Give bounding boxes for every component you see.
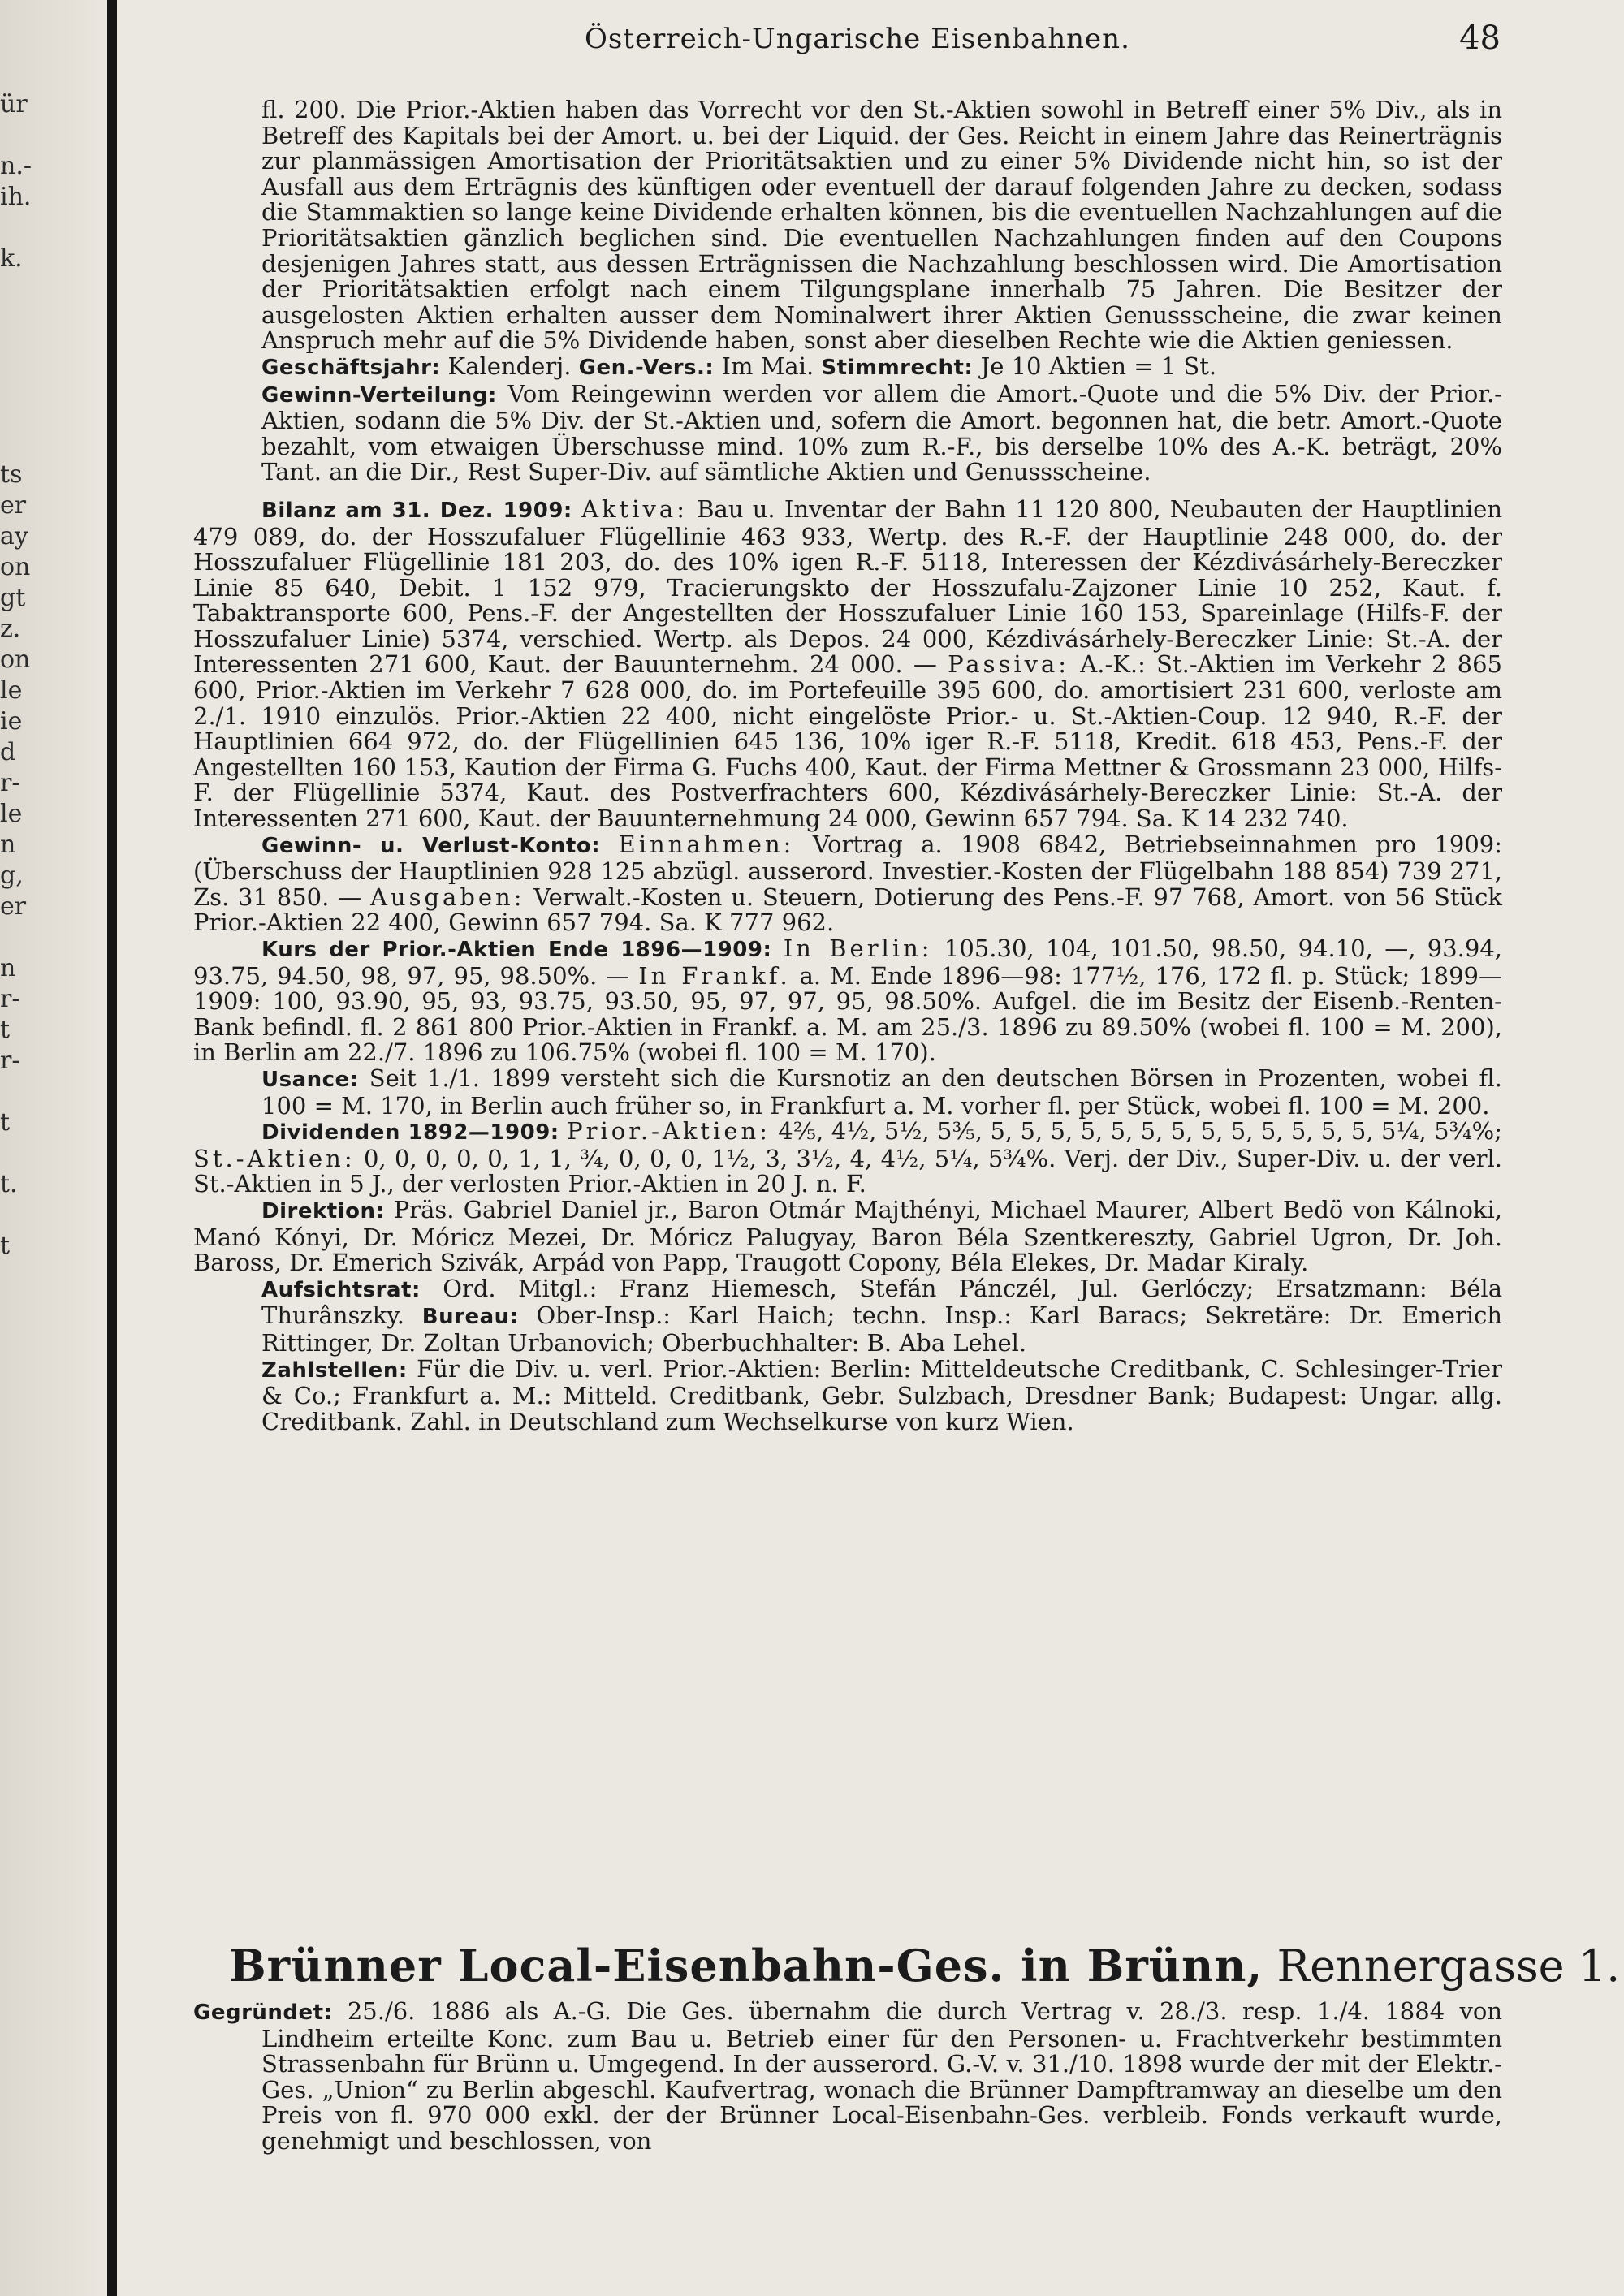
left-fragment-line — [0, 367, 73, 398]
gewinn-verteilung-entry — [193, 379, 1502, 486]
left-fragment-line: g, — [0, 861, 24, 890]
dividenden-label: Dividenden 1892—1909: — [261, 1120, 559, 1146]
dividenden-st-label: St.-Aktien: — [193, 1144, 356, 1172]
usance-label: Usance: — [261, 1067, 359, 1092]
company-name: Brünner Local-Eisenbahn-Ges. in Brünn, — [229, 1940, 1263, 1992]
gegruendet-entry — [193, 1999, 1502, 2155]
left-fragment-line: r- — [0, 985, 20, 1013]
direktion-label: Direktion: — [261, 1198, 385, 1224]
company-body — [193, 1999, 1502, 2155]
zahlstellen-entry — [193, 1354, 1502, 1435]
article-body — [193, 97, 1502, 1435]
left-fragment-line: n — [0, 831, 16, 859]
gen-vers-label: Gen.-Vers.: — [578, 355, 715, 380]
einnahmen-text: Vortrag a. 1908 6842, Betriebseinnahmen pro 1909: (Überschuss der Hauptlinien 928 125 abzügl. ausserord. Investier.-Kosten der Flügelbahn 188 854) 739 271, Zs. 31 850. — — [193, 830, 1503, 911]
kurs-berlin-label: In Berlin: — [783, 934, 933, 962]
gen-vers-text: Im Mai. — [714, 352, 822, 380]
left-fragment-line: t — [0, 1108, 11, 1137]
passiva-text: A.-K.: St.-Aktien im Verkehr 2 865 600, Prior.-Aktien im Verkehr 7 628 000, do. im Portefeuille 395 600, do. amortisiert 231 600, verloste am 2./1. 1910 einzulös. Prior.-Aktien 22 400, nicht eingelöste Prior.- u. St.-Aktien-Coup. 12 940, R.-F. der Hauptlinien 664 972, do. der Flügellinien 645 136, 10% iger R.-F. 5118, Kredit. 618 453, Pens.-F. der Angestellten 160 153, Kaution der Firma G. Fuchs 400, Kaut. der Firma Mettner & Grossmann 23 000, Hilfs-F. der Flügellinie 5374, Kaut. des Postverfrachters 600, Kézdivásárhely-Bereczker Linie: St.-A. der Interessenten 271 600, Kaut. der Bauunternehmung 24 000, Gewinn 657 794. Sa. K 14 232 740. — [193, 650, 1502, 833]
company-heading — [229, 1939, 1621, 1993]
binding-rule — [107, 0, 117, 2296]
kurs-entry — [193, 936, 1502, 1066]
page-header — [195, 16, 1501, 65]
ausgaben-label: Ausgaben: — [369, 883, 525, 911]
aufsichtsrat-entry — [193, 1276, 1502, 1357]
kurs-frankfurt-text: a. M. Ende 1896—98: 177½, 176, 172 fl. p. Stück; 1899—1909: 100, 93.90, 95, 93, 93.75, 93.50, 95, 97, 97, 95, 98.50%. Aufgel. die im Besitz der Eisenb.-Renten-Bank befindl. fl. 2 861 800 Prior.-Aktien in Frankf. a. M. am 25./3. 1896 zu 89.50% (wobei fl. 100 = M. 200), in Berlin am 22./7. 1896 zu 106.75% (wobei fl. 100 = M. 170). — [193, 961, 1502, 1067]
geschaeftsjahr-label: Geschäftsjahr: — [261, 355, 441, 380]
left-fragment-line — [0, 120, 73, 151]
left-fragment-line: on — [0, 553, 31, 581]
left-fragment-line — [0, 398, 73, 429]
left-fragment-line: n — [0, 954, 16, 982]
running-head: Österreich-Ungarische Eisenbahnen. — [585, 23, 1130, 55]
aktiva-text: Bau u. Inventar der Bahn 11 120 800, Neubauten der Hauptlinien 479 089, do. der Hosszufaluer Flügellinie 463 933, Wertp. des R.-F. der Hauptlinie 248 000, do. der Hosszufaluer Flügellinie 181 203, do. des 10% igen R.-F. 5118, Interessen der Kézdivásárhely-Bereczker Linie 85 640, Debit. 1 152 979, Tracierungskto der Hosszufalu-Zajzoner Linie 10 252, Kaut. f. Tabaktransporte 600, Pens.-F. der Angestellten der Hosszufaluer Linie 160 153, Spareinlage (Hilfs-F. der Hosszufaluer Linie) 5374, verschied. Wertp. als Depos. 24 000, Kézdivásárhely-Bereczker Linie: St.-A. der Interessenten 271 600, Kaut. der Bauunternehm. 24 000. — — [193, 494, 1503, 679]
left-fragment-line: n.- — [0, 152, 32, 180]
left-fragment-line — [0, 274, 73, 305]
aufsichtsrat-label: Aufsichtsrat: — [261, 1277, 421, 1302]
gewinn-verteilung-text: Vom Reingewinn werden vor allem die Amort.-Quote und die 5% Div. der Prior.-Aktien, sodann die 5% Div. der St.-Aktien und, sofern die Amort. begonnen hat, die betr. Amort.-Quote bezahlt, vom etwaigen Überschusse mind. 10% zum R.-F., bis derselbe 10% des A.-K. beträgt, 20% Tant. an die Dir., Rest Super-Div. auf sämtliche Aktien und Genussscheine. — [261, 379, 1502, 486]
left-fragment-line: ay — [0, 522, 28, 550]
left-fragment-line — [0, 922, 73, 953]
gegruendet-text: 25./6. 1886 als A.-G. Die Ges. übernahm die durch Vertrag v. 28./3. resp. 1./4. 1884 von Lindheim erteilte Konc. zum Bau u. Betrieb einer für den Personen- u. Frachtverkehr bestimmten Strassenbahn für Brünn u. Umgegend. In der ausserord. G.-V. v. 31./10. 1898 wurde der mit der Elektr.-Ges. „Union“ zu Berlin abgeschl. Kaufvertrag, wonach die Brünner Dampftramway an dieselbe um den Preis von fl. 970 000 exkl. der der Brünner Local-Eisenbahn-Ges. verbleib. Fonds verkauft wurde, genehmigt und beschlossen, von — [261, 1997, 1502, 2155]
gewinn-verlust-label: Gewinn- u. Verlust-Konto: — [261, 833, 601, 858]
left-fragment-line: r- — [0, 1047, 20, 1075]
ausgaben-text: Verwalt.-Kosten u. Steuern, Dotierung des Pens.-F. 97 768, Amort. von 56 Stück Prior.-Aktien 22 400, Gewinn 657 794. Sa. K 777 962. — [193, 883, 1502, 937]
einnahmen-label: Einnahmen: — [618, 830, 795, 858]
bilanz-entry — [193, 494, 1503, 833]
left-fragment-line: ie — [0, 707, 23, 736]
left-fragment-line: r- — [0, 769, 20, 797]
left-fragment-line: er — [0, 892, 27, 921]
left-fragment-line — [0, 1138, 73, 1169]
passiva-label: Passiva: — [948, 650, 1070, 679]
left-fragment-line: d — [0, 738, 16, 766]
left-fragment-line: t — [0, 1232, 11, 1260]
dividenden-entry — [193, 1119, 1502, 1198]
usance-text: Seit 1./1. 1899 versteht sich die Kursnotiz an den deutschen Börsen in Prozenten, wobei fl. 100 = M. 170, in Berlin auch früher so, in Frankfurt a. M. vorher fl. per Stück, wobei fl. 100 = M. 200. — [261, 1064, 1502, 1120]
left-fragment-line — [0, 429, 73, 460]
gewinn-verteilung-label: Gewinn-Verteilung: — [261, 382, 497, 408]
left-fragment-line: t. — [0, 1170, 18, 1198]
gegruendet-label: Gegründet: — [193, 2000, 333, 2025]
left-fragment-line: er — [0, 491, 27, 520]
kurs-frankfurt-label: In Frankf. — [638, 961, 791, 990]
bilanz-label: Bilanz am 31. Dez. 1909: — [261, 498, 572, 523]
zahlstellen-label: Zahlstellen: — [261, 1357, 408, 1383]
left-fragment-line: gt — [0, 584, 26, 612]
left-fragment-line: ih. — [0, 183, 32, 211]
page-number: 48 — [1459, 19, 1501, 57]
left-fragment-line — [0, 1200, 73, 1231]
left-fragment-line — [0, 336, 73, 367]
aktiva-label: Aktiva: — [581, 494, 688, 523]
left-fragment-line: k. — [0, 244, 23, 273]
intro-paragraph: fl. 200. Die Prior.-Aktien haben das Vorrecht vor den St.-Aktien sowohl in Betreff einer 5% Div., als in Betreff des Kapitals bei der Amort. u. bei der Liquid. der Ges. Reicht in einem Jahre das Reinerträgnis zur planmässigen Amortisation der Prioritätsaktien und zu einer 5% Dividende nicht hin, so ist der Ausfall aus dem Ertrāgnis des künftigen oder eventuell der darauf folgenden Jahre zu decken, sodass die Stammaktien so lange keine Dividende erhalten können, bis die eventuellen Nachzahlungen auf die Prioritätsaktien gänzlich beglichen sind. Die eventuellen Nachzahlungen finden auf den Coupons desjenigen Jahres statt, aus dessen Erträgnissen die Nachzahlung beschlossen wird. Die Amortisation der Prioritätsaktien erfolgt nach einem Tilgungsplane innerhalb 75 Jahren. Die Besitzer der ausgelosten Aktien erhalten ausser dem Nominalwert ihrer Aktien Genussscheine, die zwar keinen Anspruch mehr auf die 5% Dividende haben, sonst aber dieselben Rechte wie die Aktien geniessen. — [261, 96, 1502, 355]
stimmrecht-text: Je 10 Aktien = 1 St. — [973, 352, 1217, 380]
dividenden-prior-text: 4⅖, 4½, 5½, 5⅗, 5, 5, 5, 5, 5, 5, 5, 5, 5, 5, 5, 5, 5, 5¼, 5¾%; — [770, 1117, 1502, 1146]
stimmrecht-label: Stimmrecht: — [821, 355, 974, 380]
left-fragment-line: ür — [0, 90, 28, 119]
gewinn-verlust-entry — [193, 832, 1502, 936]
left-fragment-line — [0, 1077, 73, 1107]
zahlstellen-text: Für die Div. u. verl. Prior.-Aktien: Berlin: Mitteldeutsche Creditbank, C. Schlesinger-Trier & Co.; Frankfurt a. M.: Mitteld. Creditbank, Gebr. Sulzbach, Dresdner Bank; Budapest: Ungar. allg. Creditbank. Zahl. in Deutschland zum Wechselkurse von kurz Wien. — [261, 1354, 1502, 1435]
dividenden-prior-label: Prior.-Aktien: — [567, 1117, 771, 1146]
usance-entry — [193, 1066, 1502, 1119]
company-address: Rennergasse 1. — [1263, 1940, 1621, 1992]
left-fragment-line — [0, 305, 73, 336]
direktion-entry — [193, 1195, 1502, 1277]
dividenden-st-text: 0, 0, 0, 0, 0, 1, 1, ¾, 0, 0, 0, 1½, 3, 3½, 4, 4½, 5¼, 5¾%. Verj. der Div., Super-Div. u. der verl. St.-Aktien in 5 J., der verlosten Prior.-Aktien in 20 J. n. F. — [193, 1144, 1502, 1198]
kurs-berlin-text: 105.30, 104, 101.50, 98.50, 94.10, —, 93.94, 93.75, 94.50, 98, 97, 95, 98.50%. — — [193, 934, 1503, 990]
direktion-text: Präs. Gabriel Daniel jr., Baron Otmár Majthényi, Michael Maurer, Albert Bedö von Kálnoki, Manó Kónyi, Dr. Móricz Mezei, Dr. Móricz Palugyay, Baron Béla Szentkereszty, Gabriel Ugron, Dr. Joh. Baross, Dr. Emerich Szivák, Arpád von Papp, Traugott Copony, Béla Elekes, Dr. Madar Kiraly. — [193, 1195, 1502, 1277]
left-fragment-line: le — [0, 676, 23, 705]
aufsichtsrat-text: Ord. Mitgl.: Franz Hiemesch, Stefán Pánczél, Jul. Gerlóczy; Ersatzmann: Béla Thurânszky. — [261, 1274, 1502, 1330]
left-fragment-line: on — [0, 645, 31, 674]
left-fragment-line: ts — [0, 460, 23, 489]
bureau-label: Bureau: — [421, 1305, 519, 1330]
left-fragment-line: le — [0, 800, 23, 828]
left-fragment-line — [0, 213, 73, 244]
kurs-label: Kurs der Prior.-Aktien Ende 1896—1909: — [261, 938, 772, 962]
geschaeftsjahr-entry — [193, 354, 1502, 382]
bureau-text: Ober-Insp.: Karl Haich; techn. Insp.: Karl Baracs; Sekretäre: Dr. Emerich Rittinger, Dr. Zoltan Urbanovich; Oberbuchhalter: B. Aba Lehel. — [261, 1301, 1503, 1357]
left-fragment-line: t — [0, 1016, 11, 1044]
geschaeftsjahr-text: Kalenderj. — [440, 352, 579, 380]
left-fragment-line: z. — [0, 615, 21, 643]
left-page-fragments — [0, 89, 73, 1262]
